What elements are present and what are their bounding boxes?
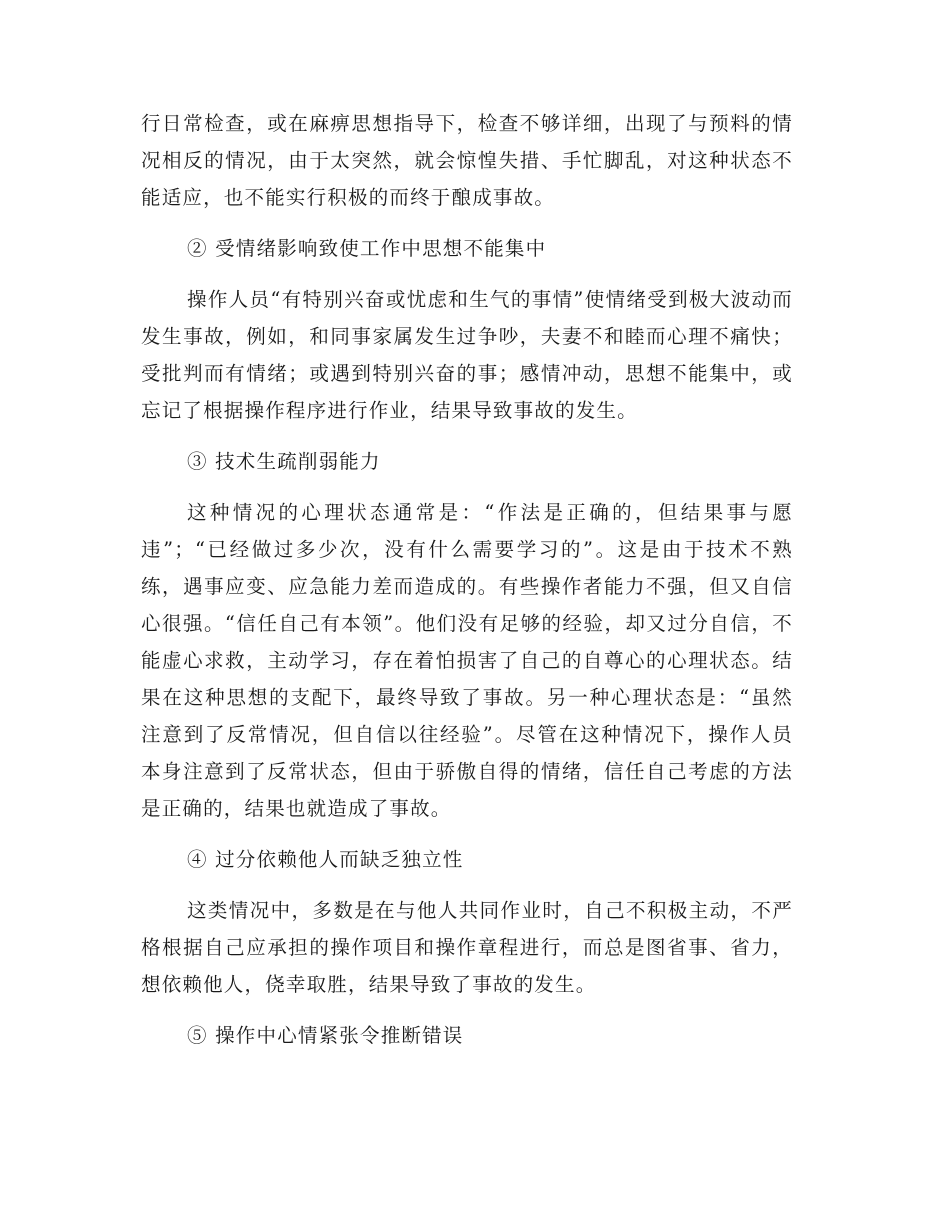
paragraph-gap <box>141 480 793 494</box>
paragraph-gap <box>141 1003 793 1017</box>
paragraph-dependence: 这类情况中，多数是在与他人共同作业时，自己不积极主动，不严格根据自己应承担的操作项目和操作章程进行，而总是图省事、省力，想依赖他人，侥幸取胜，结果导致了事故的发生。 <box>141 899 793 996</box>
paragraph-gap <box>141 216 793 230</box>
paragraph-gap <box>141 429 793 443</box>
document-body <box>141 105 793 1054</box>
section-heading-5: ⑤ 操作中心情紧张令推断错误 <box>187 1024 464 1047</box>
section-heading-4: ④ 过分依赖他人而缺乏独立性 <box>187 848 464 871</box>
paragraph-continuation: 行日常检查，或在麻痹思想指导下，检查不够详细，出现了与预料的情况相反的情况，由于太突然，就会惊惶失措、手忙脚乱，对这种状态不能适应，也不能实行积极的而终于酿成事故。 <box>141 112 793 209</box>
paragraph-gap <box>141 878 793 892</box>
paragraph-emotion: 操作人员“有特别兴奋或忧虑和生气的事情”使情绪受到极大波动而发生事故，例如，和同事家属发生过争吵，夫妻不和睦而心理不痛快；受批判而有情绪；或遇到特别兴奋的事；感情冲动，思想不能集中，或忘记了根据操作程序进行作业，结果导致事故的发生。 <box>141 288 793 422</box>
paragraph-gap <box>141 827 793 841</box>
paragraph-gap <box>141 267 793 281</box>
paragraph-skill: 这种情况的心理状态通常是：“作法是正确的，但结果事与愿违”；“已经做过多少次，没有什么需要学习的”。这是由于技术不熟练，遇事应变、应急能力差而造成的。有些操作者能力不强，但又自信心很强。“信任自己有本领”。他们没有足够的经验，却又过分自信，不能虚心求救，主动学习，存在着怕损害了自己的自尊心的心理状态。结果在这种思想的支配下，最终导致了事故。另一种心理状态是：“虽然注意到了反常情况，但自信以往经验”。尽管在这种情况下，操作人员本身注意到了反常状态，但由于骄傲自得的情绪，信任自己考虑的方法是正确的，结果也就造成了事故。 <box>141 501 793 820</box>
section-heading-2: ② 受情绪影响致使工作中思想不能集中 <box>187 237 547 260</box>
section-heading-3: ③ 技术生疏削弱能力 <box>187 450 381 473</box>
